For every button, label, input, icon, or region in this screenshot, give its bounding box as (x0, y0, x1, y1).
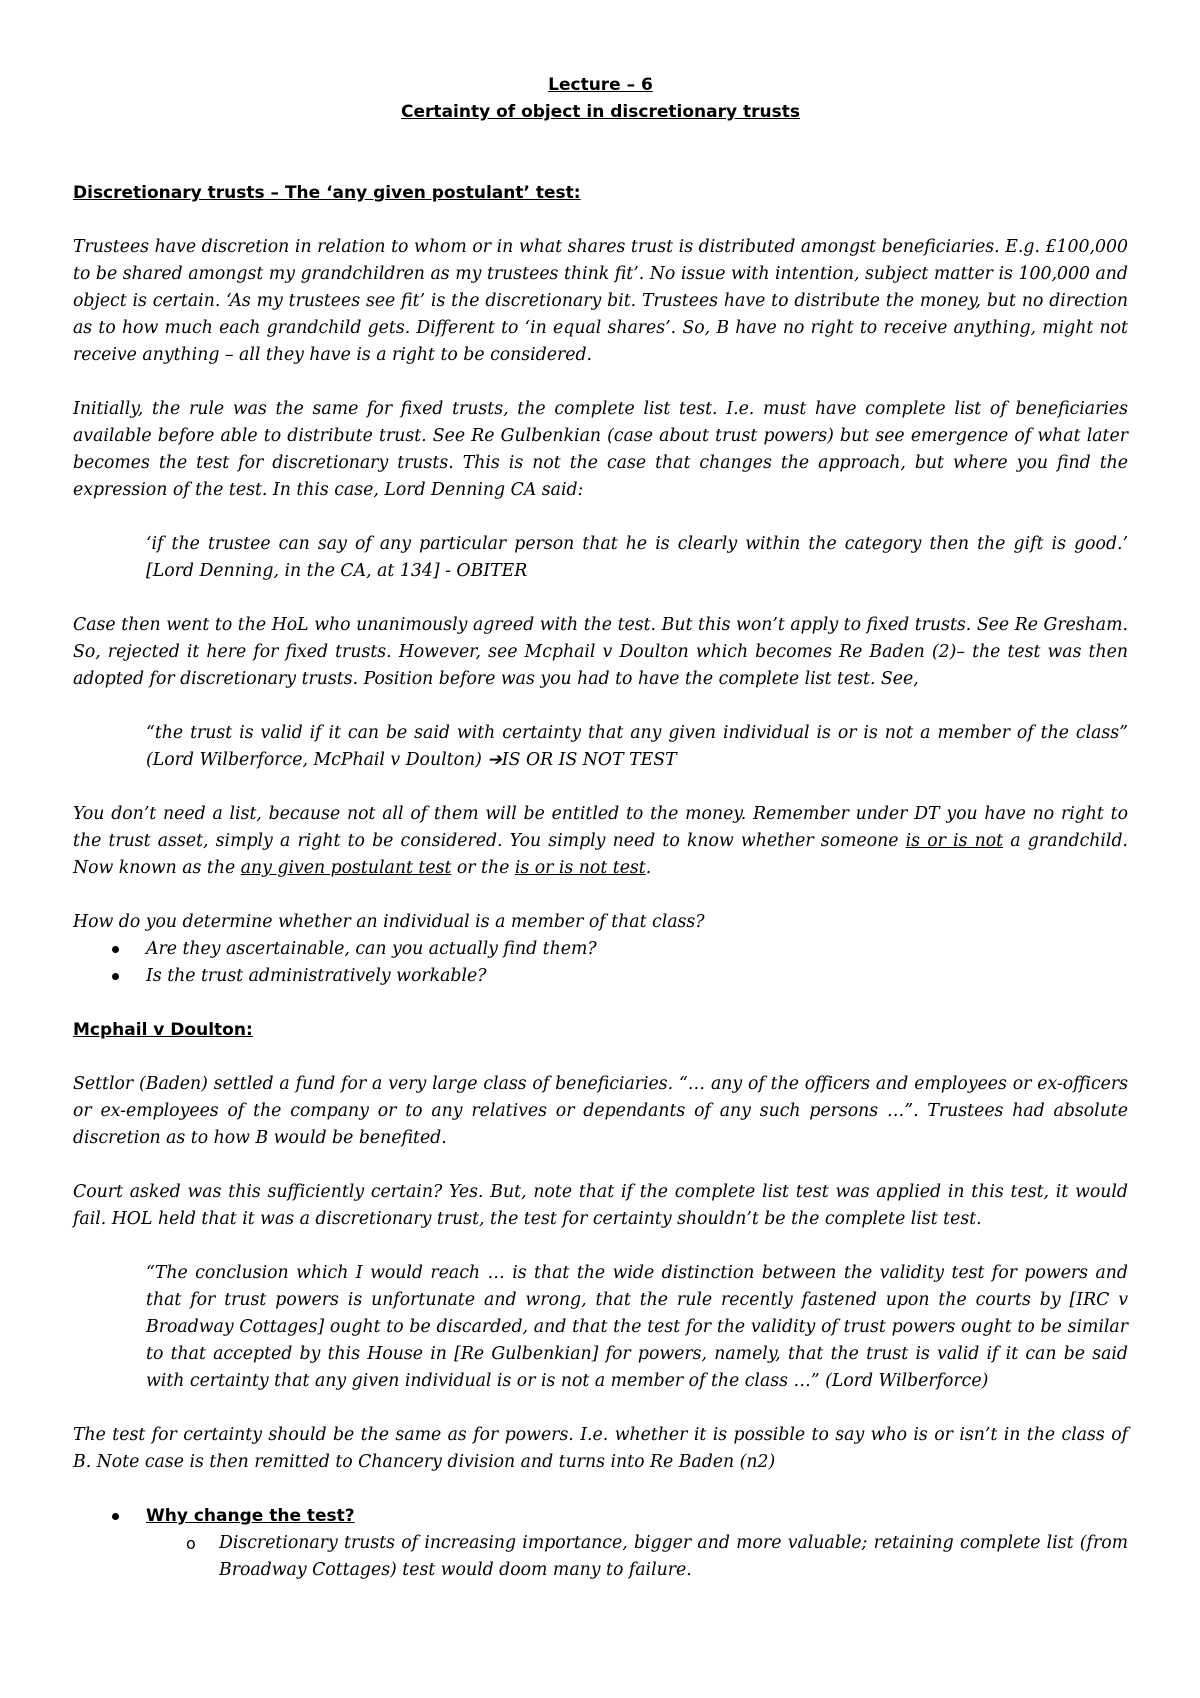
circle-bullet-icon: o (186, 1534, 196, 1553)
paragraph-trustees-discretion: Trustees have discretion in relation to whom or in what shares trust is distributed amongst beneficiaries. E.g. £100,000 to be shared amongst my grandchildren as my trustees think fit’. No issue with intention, subject matter is 100,000 and object is certain. ‘As my trustees see fit’ is the discretionary bit. Trustees have to distribute the money, but no direction as to how much each grandchild gets. Different to ‘in equal shares’. So, B have no right to receive anything, might not receive anything – all they have is a right to be considered. (73, 237, 1128, 365)
section-heading-discretionary-trusts: Discretionary trusts – The ‘any given postulant’ test: (73, 183, 581, 203)
sub-item-text: Discretionary trusts of increasing importance, bigger and more valuable; retaining complete list (from Broadway Cottages) test would doom many to failure. (219, 1533, 1128, 1580)
bullet-icon (112, 1513, 119, 1520)
why-change-heading: Why change the test? (146, 1506, 355, 1526)
term-is-or-is-not-test: is or is not test (514, 858, 646, 878)
paragraph-settlor-baden: Settlor (Baden) settled a fund for a very large class of beneficiaries. “… any of the officers and employees or ex-officers or ex-employees of the company or to any relatives or dependants of any such persons …”. Trustees had absolute discretion as to how B would be benefited. (73, 1074, 1128, 1148)
list-item (73, 1503, 1128, 1530)
para4-text-b: a grandchild. Now known as the (73, 831, 1128, 878)
quote-lord-denning: ‘if the trustee can say of any particular person that he is clearly within the category then the gift is good.’ [Lord Denning, in the CA, at 134] - OBITER (146, 534, 1128, 581)
quote-lord-wilberforce-short: “the trust is valid if it can be said with certainty that any given individual is or is not a member of the class” (Lord Wilberforce, McPhail v Doulton) ➔IS OR IS NOT TEST (146, 723, 1128, 770)
para4-text-a: You don’t need a list, because not all of them will be entitled to the money. Remember under DT you have no right to the trust asset, simply a right to be considered. You simply need to know whether someone (73, 804, 1128, 851)
paragraph-court-certainty: Court asked was this sufficiently certain? Yes. But, note that if the complete list test was applied in this test, it would fail. HOL held that it was a discretionary trust, the test for certainty shouldn’t be the complete list test. (73, 1182, 1128, 1229)
paragraph-hol-agreement: Case then went to the HoL who unanimously agreed with the test. But this won’t apply to fixed trusts. See Re Gresham. So, rejected it here for fixed trusts. However, see Mcphail v Doulton which becomes Re Baden (2)– the test was then adopted for discretionary trusts. Position before was you had to have the complete list test. See, (73, 615, 1128, 689)
list-item-text: Are they ascertainable, can you actually find them? (146, 939, 597, 959)
lecture-title: Certainty of object in discretionary trusts (401, 102, 800, 122)
sub-list-why-change (73, 1530, 1128, 1584)
bullet-list-why-change (73, 1503, 1128, 1530)
bullet-list-membership (73, 936, 1128, 990)
list-item (73, 963, 1128, 990)
bullet-icon (112, 946, 119, 953)
paragraph-determine-membership: How do you determine whether an individual is a member of that class? (73, 912, 705, 932)
bullet-icon (112, 973, 119, 980)
quote-lord-wilberforce-long: “The conclusion which I would reach … is that the wide distinction between the validity test for powers and that for trust powers is unfortunate and wrong, that the rule recently fastened upon the courts by [IRC v Broadway Cottages] ought to be discarded, and that the test for the validity of trust powers ought to be similar to that accepted by this House in [Re Gulbenkian] for powers, namely, that the trust is valid if it can be said with certainty that any given individual is or is not a member of the class …” (Lord Wilberforce) (146, 1263, 1128, 1391)
list-item (73, 1530, 1128, 1584)
list-item (73, 936, 1128, 963)
term-any-given-postulant-test: any given postulant test (240, 858, 452, 878)
paragraph-complete-list-test: Initially, the rule was the same for fixed trusts, the complete list test. I.e. must have complete list of beneficiaries available before able to distribute trust. See Re Gulbenkian (case about trust powers) but see emergence of what later becomes the test for discretionary trusts. This is not the case that changes the approach, but where you find the expression of the test. In this case, Lord Denning CA said: (73, 399, 1128, 500)
para4-text-c: or the (451, 858, 515, 878)
lecture-number: Lecture – 6 (548, 75, 653, 95)
term-is-or-is-not: is or is not (905, 831, 1004, 851)
section-heading-mcphail-v-doulton: Mcphail v Doulton: (73, 1020, 253, 1040)
para4-text-d: . (645, 858, 652, 878)
paragraph-no-list-needed (73, 801, 1128, 882)
list-item-text: Is the trust administratively workable? (146, 966, 487, 986)
paragraph-test-for-certainty: The test for certainty should be the same as for powers. I.e. whether it is possible to say who is or isn’t in the class of B. Note case is then remitted to Chancery division and turns into Re Baden (n2) (73, 1425, 1128, 1472)
